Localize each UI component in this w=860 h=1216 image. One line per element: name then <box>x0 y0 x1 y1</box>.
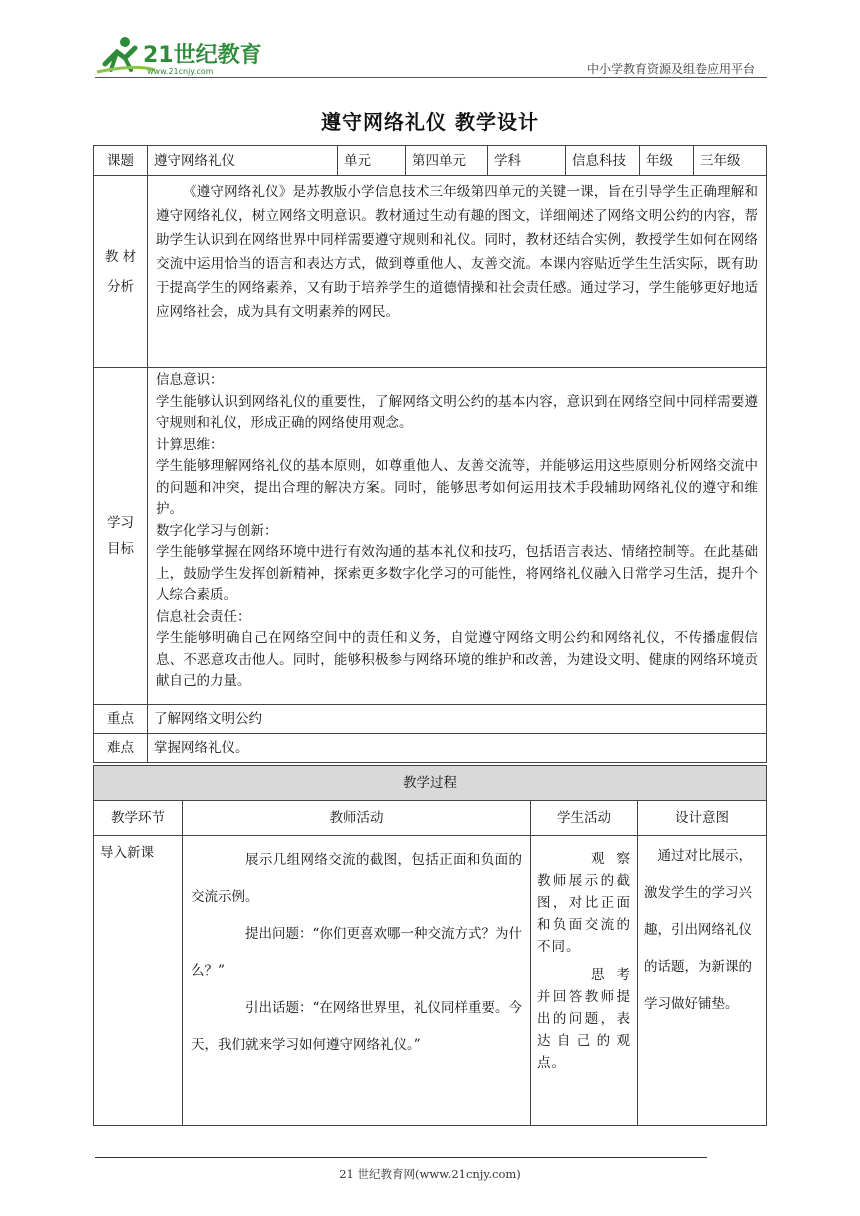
difficulty-label: 难点 <box>94 734 148 763</box>
column-header: 学生活动 <box>531 801 638 836</box>
course-label: 课题 <box>94 146 148 176</box>
design-intent: 通过对比展示，激发学生的学习兴趣，引出网络礼仪的话题，为新课的学习做好铺垫。 <box>638 836 767 1126</box>
runner-logo-icon <box>95 34 265 78</box>
process-title-row <box>94 766 767 801</box>
logo-text: 21世纪教育 <box>143 43 262 68</box>
process-row <box>94 836 767 1126</box>
goals-content <box>148 368 767 705</box>
column-header: 教师活动 <box>183 801 531 836</box>
page-header <box>0 0 860 90</box>
goal-text: 学生能够明确自己在网络空间中的责任和义务，自觉遵守网络文明公约和网络礼仪，不传播虚假信息、不恶意攻击他人。同时，能够积极参与网络环境的维护和改善，为建设文明、健康的网络环境贡献自己的力量。 <box>156 630 758 689</box>
process-title: 教学过程 <box>94 766 767 801</box>
unit-value: 第四单元 <box>406 146 488 176</box>
goal-text: 学生能够掌握在网络环境中进行有效沟通的基本礼仪和技巧，包括语言表达、情绪控制等。在此基础上，鼓励学生发挥创新精神，探索更多数字化学习的可能性，将网络礼仪融入日常学习生活，提升个人综合素质。 <box>156 544 758 603</box>
footer-divider <box>95 1157 707 1158</box>
teaching-process-table <box>93 765 767 1126</box>
info-row <box>94 146 767 176</box>
lesson-info-table <box>93 145 767 763</box>
header-divider <box>95 77 767 78</box>
subject-value: 信息科技 <box>566 146 640 176</box>
difficulty-text: 掌握网络礼仪。 <box>148 734 767 763</box>
footer-text[interactable]: 21 世纪教育网(www.21cnjy.com) <box>339 1167 521 1181</box>
logo[interactable] <box>95 34 265 78</box>
goal-text: 学生能够理解网络礼仪的基本原则，如尊重他人、友善交流等，并能够运用这些原则分析网络交流中的问题和冲突，提出合理的解决方案。同时，能够思考如何运用技术手段辅助网络礼仪的遵守和维护。 <box>156 458 758 517</box>
analysis-text: 《遵守网络礼仪》是苏教版小学信息技术三年级第四单元的关键一课，旨在引导学生正确理解和遵守网络礼仪，树立网络文明意识。教材通过生动有趣的图文，详细阐述了网络文明公约的内容，帮助学生认识到在网络世界中同样需要遵守规则和礼仪。同时，教材还结合实例，教授学生如何在网络交流中运用恰当的语言和表达方式，做到尊重他人、友善交流。本课内容贴近学生生活实际，既有助于提高学生的网络素养，又有助于培养学生的道德情操和社会责任感。通过学习，学生能够更好地适应网络社会，成为具有文明素养的网民。 <box>148 176 767 368</box>
document-title: 遵守网络礼仪 教学设计 <box>321 110 539 134</box>
platform-name: 中小学教育资源及组卷应用平台 <box>586 62 755 76</box>
goal-heading: 计算思维： <box>156 436 224 453</box>
grade-label: 年级 <box>640 146 694 176</box>
logo-url: www.21cnjy.com <box>147 67 214 76</box>
goal-heading: 信息社会责任： <box>156 608 251 625</box>
student-step: 思考并回答教师提出的问题，表达自己的观点。 <box>537 967 631 1071</box>
subject-label: 学科 <box>488 146 566 176</box>
goal-text: 学生能够认识到网络礼仪的重要性，了解网络文明公约的基本内容，意识到在网络空间中同样需要遵守规则和礼仪，形成正确的网络使用观念。 <box>156 393 758 431</box>
key-point-row <box>94 705 767 734</box>
column-header: 教学环节 <box>94 801 183 836</box>
grade-value: 三年级 <box>694 146 767 176</box>
goal-heading: 信息意识： <box>156 372 224 388</box>
teacher-step: 提出问题：“你们更喜欢哪一种交流方式？为什么？” <box>191 926 522 979</box>
student-step: 观察教师展示的截图，对比正面和负面交流的不同。 <box>537 851 631 955</box>
goal-heading: 数字化学习与创新： <box>156 522 278 539</box>
goals-row <box>94 368 767 705</box>
process-header-row <box>94 801 767 836</box>
teacher-step: 展示几组网络交流的截图，包括正面和负面的交流示例。 <box>191 852 522 905</box>
unit-label: 单元 <box>338 146 406 176</box>
teacher-activity <box>183 836 531 1126</box>
course-value: 遵守网络礼仪 <box>148 146 338 176</box>
student-activity <box>531 836 638 1126</box>
analysis-row <box>94 176 767 368</box>
goals-label: 学习 目标 <box>94 368 148 705</box>
stage-cell: 导入新课 <box>94 836 183 1126</box>
key-point-text: 了解网络文明公约 <box>148 705 767 734</box>
key-point-label: 重点 <box>94 705 148 734</box>
column-header: 设计意图 <box>638 801 767 836</box>
teacher-step: 引出话题：“在网络世界里，礼仪同样重要。今天，我们就来学习如何遵守网络礼仪。” <box>191 1000 522 1053</box>
difficulty-row <box>94 734 767 763</box>
analysis-label: 教 材 分析 <box>94 176 148 368</box>
